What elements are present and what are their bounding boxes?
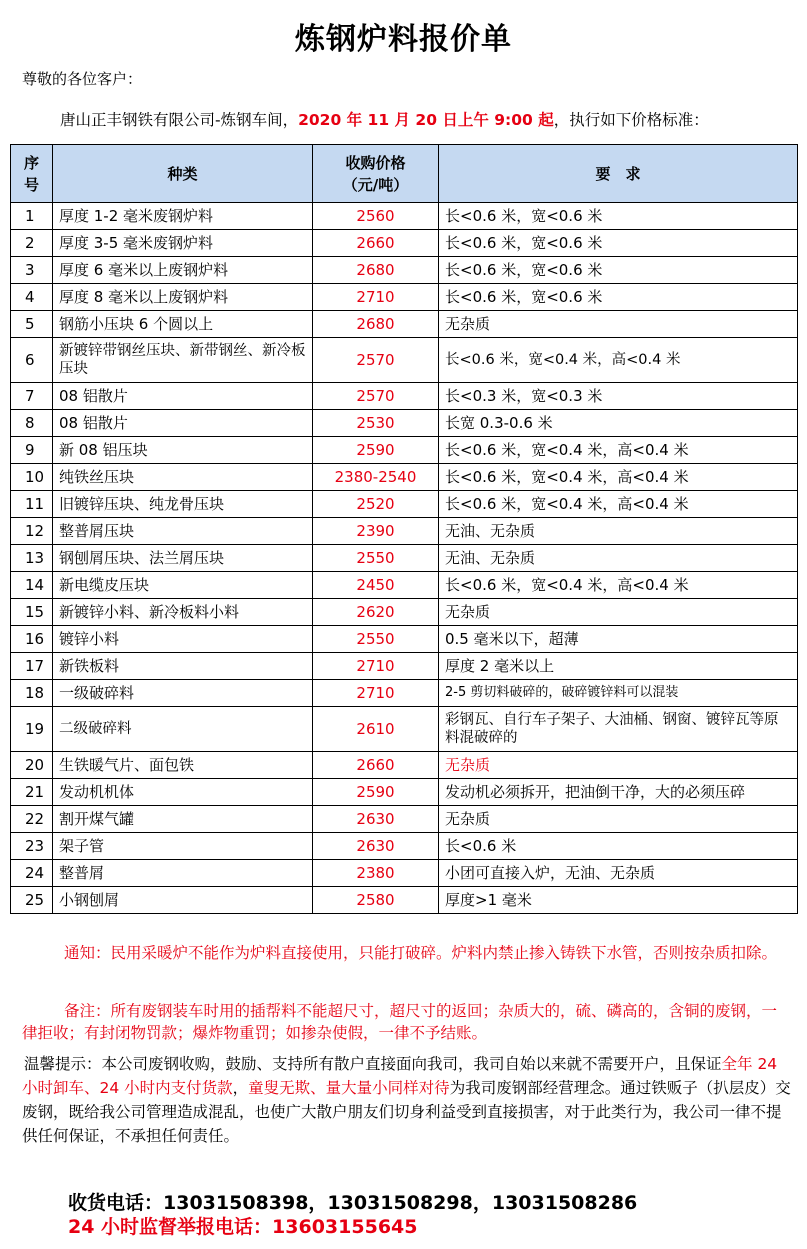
row-requirement: 无油、无杂质 — [439, 545, 798, 572]
row-type: 割开煤气罐 — [53, 806, 313, 833]
row-type: 纯铁丝压块 — [53, 464, 313, 491]
table-row — [11, 410, 798, 437]
row-index: 20 — [11, 752, 53, 779]
row-type: 厚度 8 毫米以上废钢炉料 — [53, 284, 313, 311]
row-price: 2710 — [313, 284, 439, 311]
row-price: 2710 — [313, 653, 439, 680]
row-index: 21 — [11, 779, 53, 806]
row-price: 2710 — [313, 680, 439, 707]
row-requirement: 2-5 剪切料破碎的，破碎镀锌料可以混装 — [439, 680, 798, 707]
row-index: 1 — [11, 203, 53, 230]
row-price: 2570 — [313, 338, 439, 383]
row-type: 钢筋小压块 6 个圆以上 — [53, 311, 313, 338]
row-requirement: 长<0.6 米，宽<0.4 米，高<0.4 米 — [439, 437, 798, 464]
row-type: 整普屑 — [53, 860, 313, 887]
table-row — [11, 518, 798, 545]
row-price: 2590 — [313, 437, 439, 464]
intro-company: 唐山正丰钢铁有限公司-炼钢车间， — [60, 111, 299, 129]
row-price: 2550 — [313, 545, 439, 572]
tip-highlight-2: 童叟无欺、量大量小同样对待 — [248, 1079, 450, 1097]
row-requirement: 长<0.6 米，宽<0.4 米，高<0.4 米 — [439, 338, 798, 383]
row-type: 新铁板料 — [53, 653, 313, 680]
receiving-phone: 收货电话：13031508398，13031508298，13031508286 — [68, 1192, 638, 1214]
row-requirement: 0.5 毫米以下，超薄 — [439, 626, 798, 653]
intro-date: 2020 年 11 月 20 日上午 9:00 起 — [298, 111, 554, 129]
row-requirement: 长<0.6 米，宽<0.4 米，高<0.4 米 — [439, 491, 798, 518]
row-type: 生铁暖气片、面包铁 — [53, 752, 313, 779]
row-type: 小钢刨屑 — [53, 887, 313, 914]
row-requirement: 小团可直接入炉，无油、无杂质 — [439, 860, 798, 887]
row-requirement: 无杂质 — [439, 311, 798, 338]
row-price: 2630 — [313, 833, 439, 860]
row-index: 11 — [11, 491, 53, 518]
row-index: 12 — [11, 518, 53, 545]
row-index: 14 — [11, 572, 53, 599]
notice-heating-stove: 通知：民用采暖炉不能作为炉料直接使用，只能打破碎。炉料内禁止掺入铸铁下水管，否则按杂质扣除。 — [64, 944, 778, 962]
row-type: 发动机机体 — [53, 779, 313, 806]
row-price: 2680 — [313, 311, 439, 338]
row-index: 23 — [11, 833, 53, 860]
row-price: 2580 — [313, 887, 439, 914]
row-price: 2610 — [313, 707, 439, 752]
row-price: 2380 — [313, 860, 439, 887]
row-index: 5 — [11, 311, 53, 338]
row-price: 2380-2540 — [313, 464, 439, 491]
row-index: 9 — [11, 437, 53, 464]
table-row — [11, 545, 798, 572]
row-requirement: 发动机必须拆开，把油倒干净，大的必须压碎 — [439, 779, 798, 806]
table-row — [11, 284, 798, 311]
report-phone: 24 小时监督举报电话：13603155645 — [68, 1216, 418, 1238]
table-row — [11, 572, 798, 599]
row-index: 8 — [11, 410, 53, 437]
row-index: 19 — [11, 707, 53, 752]
row-requirement: 厚度 2 毫米以上 — [439, 653, 798, 680]
table-body — [11, 203, 798, 914]
row-price: 2660 — [313, 752, 439, 779]
row-type: 钢刨屑压块、法兰屑压块 — [53, 545, 313, 572]
table-row — [11, 707, 798, 752]
table-row — [11, 653, 798, 680]
row-type: 08 铝散片 — [53, 410, 313, 437]
table-row — [11, 806, 798, 833]
row-price: 2550 — [313, 626, 439, 653]
header-price: 收购价格 （元/吨） — [313, 145, 439, 203]
header-type: 种类 — [53, 145, 313, 203]
table-row — [11, 383, 798, 410]
tip-text-2: ， — [232, 1079, 249, 1097]
row-type: 新镀锌小料、新冷板料小料 — [53, 599, 313, 626]
row-type: 架子管 — [53, 833, 313, 860]
row-index: 24 — [11, 860, 53, 887]
row-requirement: 长<0.6 米，宽<0.6 米 — [439, 284, 798, 311]
table-row — [11, 626, 798, 653]
row-price: 2560 — [313, 203, 439, 230]
table-row — [11, 437, 798, 464]
row-type: 新 08 铝压块 — [53, 437, 313, 464]
row-type: 旧镀锌压块、纯龙骨压块 — [53, 491, 313, 518]
row-index: 16 — [11, 626, 53, 653]
table-row — [11, 464, 798, 491]
table-row — [11, 203, 798, 230]
row-index: 17 — [11, 653, 53, 680]
table-row — [11, 833, 798, 860]
row-index: 22 — [11, 806, 53, 833]
row-index: 15 — [11, 599, 53, 626]
row-price: 2520 — [313, 491, 439, 518]
intro-line — [60, 108, 709, 130]
table-row — [11, 491, 798, 518]
row-price: 2570 — [313, 383, 439, 410]
table-header-row — [11, 145, 798, 203]
row-price: 2450 — [313, 572, 439, 599]
row-type: 厚度 3-5 毫米废钢炉料 — [53, 230, 313, 257]
row-price: 2620 — [313, 599, 439, 626]
row-type: 厚度 1-2 毫米废钢炉料 — [53, 203, 313, 230]
row-index: 7 — [11, 383, 53, 410]
row-price: 2660 — [313, 230, 439, 257]
row-price: 2590 — [313, 779, 439, 806]
row-price: 2630 — [313, 806, 439, 833]
row-type: 二级破碎料 — [53, 707, 313, 752]
table-row — [11, 338, 798, 383]
table-row — [11, 230, 798, 257]
tip-text-1: 温馨提示：本公司废钢收购，鼓励、支持所有散户直接面向我司，我司自始以来就不需要开户，且保证 — [24, 1055, 722, 1073]
row-requirement: 长<0.6 米，宽<0.4 米，高<0.4 米 — [439, 464, 798, 491]
row-type: 整普屑压块 — [53, 518, 313, 545]
table-row — [11, 779, 798, 806]
tip-text-3: 为我司废钢部经营理念。通过铁贩子（扒层皮）交废钢，既给我公司管理造成混乱，也使广大散户朋友们切身利益受到直接损害，对于此类行为，我公司一律不提供任何保证，不承担任何责任。 — [22, 1079, 791, 1145]
row-requirement: 彩钢瓦、自行车子架子、大油桶、钢窗、镀锌瓦等原料混破碎的 — [439, 707, 798, 752]
greeting: 尊敬的各位客户： — [22, 70, 143, 88]
row-type: 一级破碎料 — [53, 680, 313, 707]
intro-suffix: ，执行如下价格标准： — [553, 111, 709, 129]
page-title: 炼钢炉料报价单 — [295, 22, 512, 57]
row-requirement: 无杂质 — [439, 599, 798, 626]
row-index: 25 — [11, 887, 53, 914]
row-type: 新镀锌带钢丝压块、新带钢丝、新冷板压块 — [53, 338, 313, 383]
row-price: 2390 — [313, 518, 439, 545]
row-index: 4 — [11, 284, 53, 311]
row-type: 镀锌小料 — [53, 626, 313, 653]
row-index: 10 — [11, 464, 53, 491]
row-type: 新电缆皮压块 — [53, 572, 313, 599]
table-row — [11, 887, 798, 914]
row-type: 08 铝散片 — [53, 383, 313, 410]
row-requirement: 长<0.6 米，宽<0.6 米 — [439, 230, 798, 257]
row-index: 6 — [11, 338, 53, 383]
row-requirement: 长<0.6 米，宽<0.6 米 — [439, 203, 798, 230]
row-requirement: 长<0.6 米，宽<0.4 米，高<0.4 米 — [439, 572, 798, 599]
row-requirement: 厚度>1 毫米 — [439, 887, 798, 914]
row-index: 13 — [11, 545, 53, 572]
table-row — [11, 311, 798, 338]
table-row — [11, 752, 798, 779]
row-index: 2 — [11, 230, 53, 257]
row-requirement: 长<0.6 米 — [439, 833, 798, 860]
row-index: 18 — [11, 680, 53, 707]
price-table — [10, 144, 798, 914]
table-row — [11, 599, 798, 626]
row-requirement: 长<0.3 米，宽<0.3 米 — [439, 383, 798, 410]
warm-tip — [22, 1052, 792, 1148]
table-row — [11, 860, 798, 887]
table-row — [11, 257, 798, 284]
row-requirement: 无杂质 — [439, 806, 798, 833]
table-row — [11, 680, 798, 707]
row-price: 2680 — [313, 257, 439, 284]
header-index: 序 号 — [11, 145, 53, 203]
notice-remarks: 备注：所有废钢装车时用的插帮料不能超尺寸，超尺寸的返回；杂质大的，硫、磷高的，含铜的废钢，一律拒收；有封闭物罚款；爆炸物重罚；如掺杂使假，一律不予结账。 — [22, 1002, 778, 1042]
row-requirement: 无杂质 — [439, 752, 798, 779]
row-requirement: 长<0.6 米，宽<0.6 米 — [439, 257, 798, 284]
header-requirement: 要 求 — [439, 145, 798, 203]
tip-highlight-1: 全年 24 小时卸车、24 小时内支付货款 — [22, 1055, 778, 1097]
row-index: 3 — [11, 257, 53, 284]
row-requirement: 无油、无杂质 — [439, 518, 798, 545]
row-price: 2530 — [313, 410, 439, 437]
row-requirement: 长宽 0.3-0.6 米 — [439, 410, 798, 437]
row-type: 厚度 6 毫米以上废钢炉料 — [53, 257, 313, 284]
